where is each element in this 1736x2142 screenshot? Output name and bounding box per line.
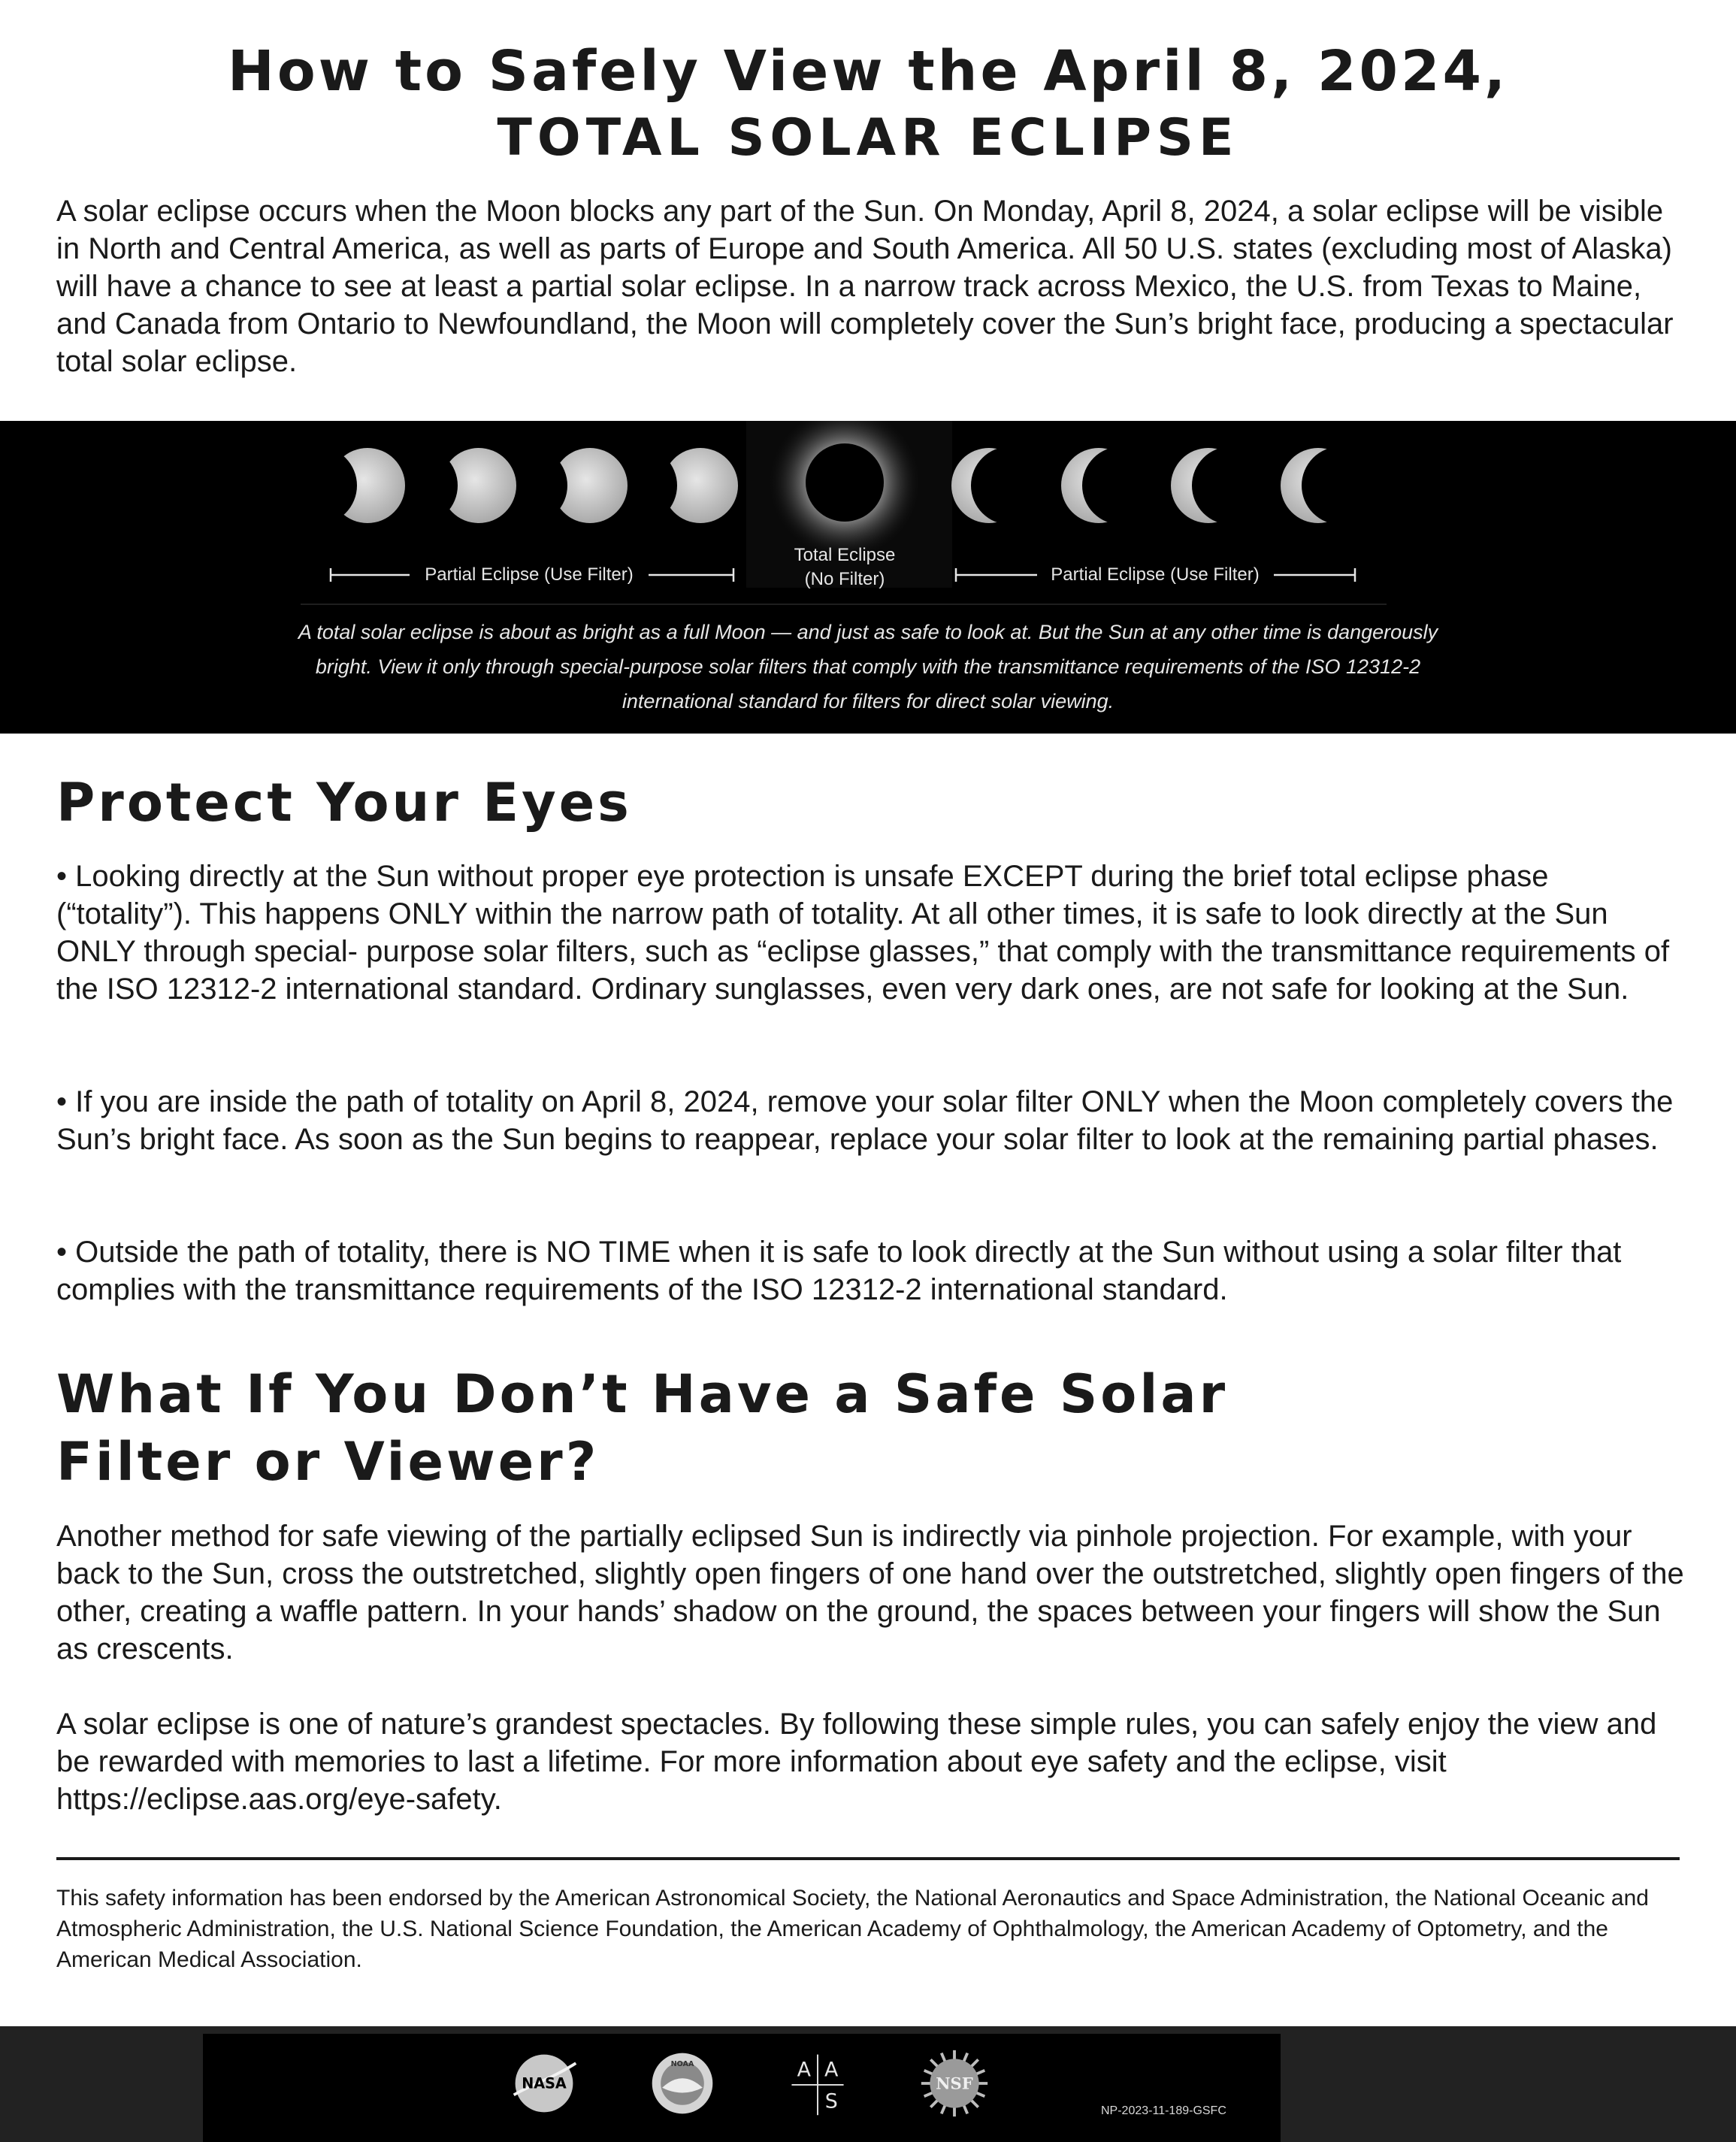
- partial-eclipse-phase-3: [552, 448, 628, 523]
- logo-strip: [203, 2034, 1281, 2142]
- left-partial-label: Partial Eclipse (Use Filter): [425, 564, 634, 585]
- nasa-logo: [508, 2047, 580, 2119]
- endorsement-note: This safety information has been endorsed by the American Astronomical Society, the National Aeronautics and Space Administration, the National Oceanic and Atmospheric Administration, the U.S. National Science Foundation, the American Academy of Ophthalmology, the American Academy of Optometry, and the American Medical Association.: [56, 1886, 1649, 1972]
- partial-eclipse-phase-4: [663, 448, 738, 523]
- noaa-wordmark: NOAA: [670, 2059, 694, 2068]
- protect-bullet-1: • Looking directly at the Sun without proper eye protection is unsafe EXCEPT during the brief total eclipse phase (“totality”). This happens ONLY within the narrow path of totality. At all other times, it is safe to look directly at the Sun ONLY through special- purpose solar filters, such as “eclipse glasses,” that comply with the transmittance requirements of the ISO 12312-2 international standard. Ordinary sunglasses, even very dark ones, are not safe for looking at the Sun.: [56, 860, 1670, 1006]
- what-if-heading-line-1: What If You Don’t Have a Safe Solar: [56, 1363, 1229, 1425]
- page-title-line-1: How to Safely View the April 8, 2024,: [227, 39, 1509, 104]
- eclipse-caption: A total solar eclipse is about as bright as a full Moon — and just as safe to look at. But the Sun at any other time is dangerously bright. View it only through special-purpose solar filters that comply with the transmittance requirements of the ISO 12312-2 international standard for filters for direct solar viewing.: [298, 621, 1438, 712]
- noaa-logo: [646, 2047, 718, 2119]
- total-eclipse-label: Total Eclipse: [794, 545, 896, 565]
- partial-eclipse-phase-2: [441, 448, 516, 523]
- logo-footer: [0, 2026, 1736, 2142]
- eclipse-sequence-band: [0, 421, 1736, 734]
- protect-eyes-heading: Protect Your Eyes: [56, 772, 632, 834]
- protect-bullet-2: • If you are inside the path of totality on April 8, 2024, remove your solar filter ONLY when the Moon completely covers the Sun’s bright face. As soon as the Sun begins to reappear, replace your solar filter to look at the remaining partial phases.: [56, 1085, 1674, 1156]
- partial-eclipse-phase-8: [1281, 448, 1356, 523]
- partial-eclipse-phase-7: [1171, 448, 1246, 523]
- totality-moon-disk: [806, 443, 884, 522]
- right-partial-label: Partial Eclipse (Use Filter): [1051, 564, 1260, 585]
- partial-eclipse-phase-6: [1061, 448, 1136, 523]
- pinhole-paragraph: Another method for safe viewing of the partially eclipsed Sun is indirectly via pinhole projection. For example, with your back to the Sun, cross the outstretched, slightly open fingers of one hand over the outstretched, slightly open fingers of the other, creating a waffle pattern. In your hands’ shadow on the ground, the spaces between your fingers will show the Sun as crescents.: [56, 1520, 1684, 1665]
- nasa-wordmark: NASA: [522, 2074, 567, 2092]
- nsf-logo: [918, 2047, 990, 2119]
- aas-logo: [782, 2047, 854, 2119]
- document-id: NP-2023-11-189-GSFC: [1101, 2104, 1226, 2117]
- partial-eclipse-phase-5: [951, 448, 1027, 523]
- nsf-wordmark: NSF: [936, 2074, 973, 2093]
- svg-text:A: A: [824, 2058, 839, 2082]
- partial-eclipse-phase-1: [330, 448, 405, 523]
- section-divider: [56, 1857, 1680, 1860]
- what-if-heading-line-2: Filter or Viewer?: [56, 1431, 600, 1493]
- protect-bullet-3: • Outside the path of totality, there is NO TIME when it is safe to look directly at the Sun without using a solar filter that complies with the transmittance requirements of the ISO 12312-2 international standard.: [56, 1236, 1622, 1306]
- svg-text:S: S: [824, 2089, 838, 2113]
- intro-paragraph: A solar eclipse occurs when the Moon blocks any part of the Sun. On Monday, April 8, 2024, a solar eclipse will be visible in North and Central America, as well as parts of Europe and South America. All 50 U.S. states (excluding most of Alaska) will have a chance to see at least a partial solar eclipse. In a narrow track across Mexico, the U.S. from Texas to Maine, and Canada from Ontario to Newfoundland, the Moon will completely cover the Sun’s bright face, producing a spectacular total solar eclipse.: [56, 195, 1674, 378]
- page-title-line-2: TOTAL SOLAR ECLIPSE: [497, 108, 1239, 168]
- closing-paragraph: A solar eclipse is one of nature’s grandest spectacles. By following these simple rules, you can safely enjoy the view and be rewarded with memories to last a lifetime. For more information about eye safety and the eclipse, visit https://eclipse.aas.org/eye-safety.: [56, 1708, 1657, 1816]
- no-filter-label: (No Filter): [804, 569, 885, 589]
- svg-text:A: A: [797, 2058, 811, 2082]
